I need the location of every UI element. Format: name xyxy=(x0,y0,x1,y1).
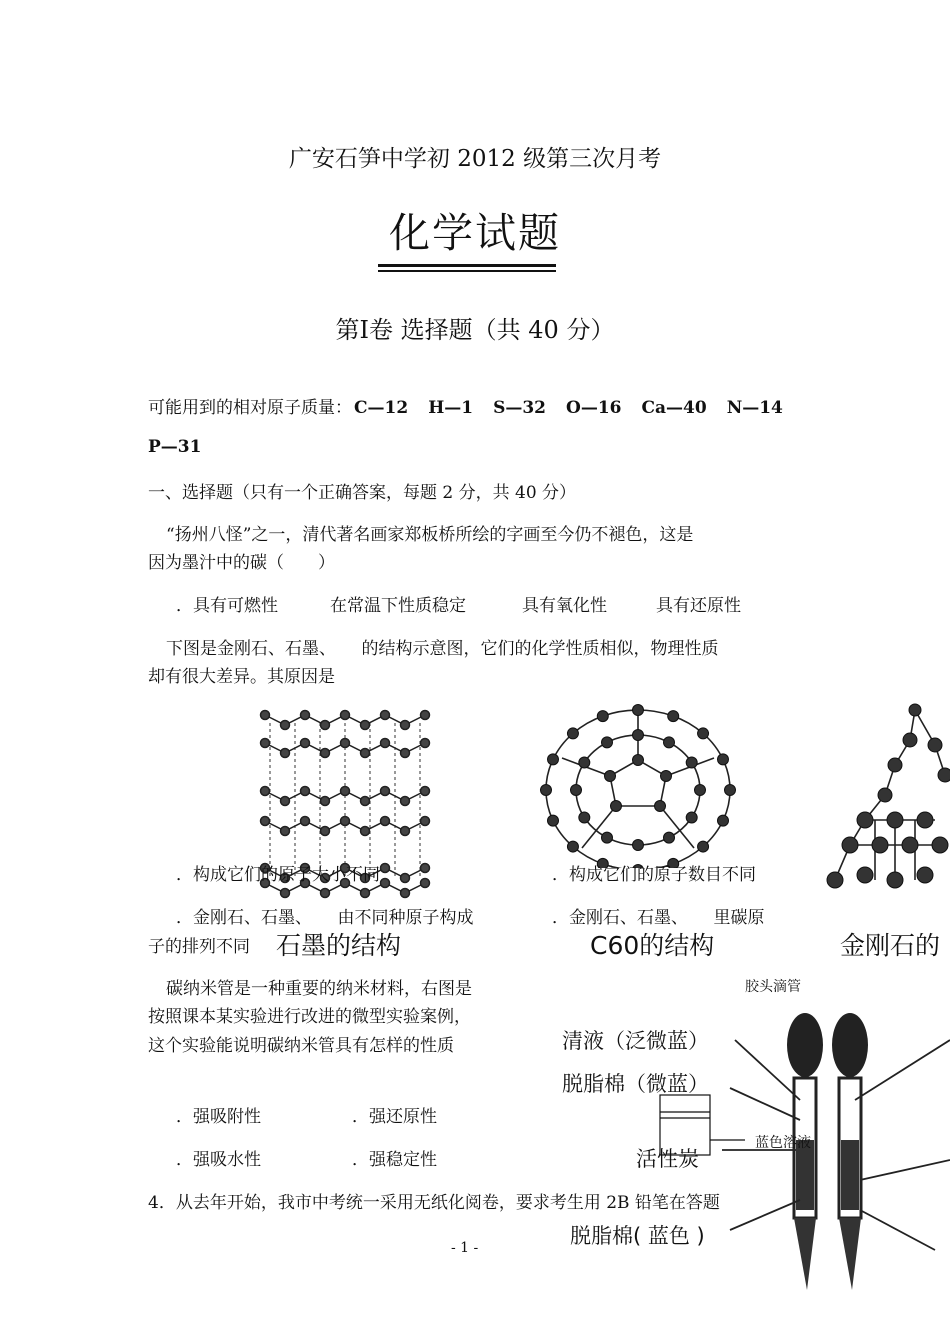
c60-atom xyxy=(633,705,644,716)
q1-stem-line2: 因为墨汁中的碳（ ） xyxy=(148,553,335,573)
graphite-atom xyxy=(341,817,350,826)
c60-atom xyxy=(567,728,578,739)
q1-option-d: 具有还原性 xyxy=(656,596,741,616)
graphite-atom xyxy=(361,749,370,758)
graphite-atom xyxy=(281,827,290,836)
c60-atom xyxy=(668,711,679,722)
q2-option-b: ．构成它们的原子数目不同 xyxy=(552,865,756,885)
graphite-atom xyxy=(401,874,410,883)
graphite-atom xyxy=(301,739,310,748)
c60-caption: C60的结构 xyxy=(590,931,715,960)
graphite-atom xyxy=(421,864,430,873)
graphite-atom xyxy=(421,739,430,748)
graphite-atom xyxy=(341,711,350,720)
graphite-atom xyxy=(381,739,390,748)
c60-atom xyxy=(602,737,613,748)
c60-atom xyxy=(717,815,728,826)
graphite-atom xyxy=(361,827,370,836)
c60-atom xyxy=(664,832,675,843)
graphite-atom xyxy=(341,739,350,748)
atomic-mass-p: P—31 xyxy=(148,437,202,457)
graphite-atom xyxy=(381,879,390,888)
c60-atom xyxy=(633,840,644,851)
q3-stem-line2: 按照课本某实验进行改进的微型实验案例， xyxy=(148,1007,471,1027)
blue-solution-label: 蓝色溶液 xyxy=(755,1135,811,1151)
graphite-atom xyxy=(321,827,330,836)
c60-atom xyxy=(571,785,582,796)
graphite-atom xyxy=(361,797,370,806)
c60-atom xyxy=(605,771,616,782)
q2-option-a: ．构成它们的原子大小不同 xyxy=(176,865,380,885)
graphite-atom xyxy=(321,749,330,758)
graphite-atom xyxy=(321,721,330,730)
graphite-atom xyxy=(281,721,290,730)
atomic-mass-h: H—1 xyxy=(428,398,474,418)
c60-atom xyxy=(661,771,672,782)
graphite-atom xyxy=(301,711,310,720)
exam-header: 广安石笋中学初 2012 级第三次月考 xyxy=(288,146,662,172)
section-heading: 第Ⅰ卷 选择题（共 40 分） xyxy=(335,316,615,344)
q2-option-d: ．金刚石、石墨、 里碳原 xyxy=(552,908,765,928)
atomic-mass-c: C—12 xyxy=(354,398,409,418)
q3-option-a: ．强吸附性 xyxy=(176,1107,261,1127)
graphite-atom xyxy=(401,827,410,836)
graphite-atom xyxy=(261,817,270,826)
c60-atom xyxy=(597,711,608,722)
c60-atom xyxy=(717,754,728,765)
diamond-structure-figure xyxy=(815,695,950,895)
graphite-atom xyxy=(421,817,430,826)
diamond-caption: 金刚石的 xyxy=(840,931,941,960)
c60-atom xyxy=(548,754,559,765)
c60-atom xyxy=(567,841,578,852)
c60-atom xyxy=(611,801,622,812)
c60-atom xyxy=(579,812,590,823)
graphite-atom xyxy=(401,721,410,730)
q3-option-b: ．强还原性 xyxy=(352,1107,437,1127)
atomic-mass-line xyxy=(148,393,783,418)
graphite-atom xyxy=(341,787,350,796)
graphite-atom xyxy=(261,739,270,748)
graphite-atom xyxy=(361,889,370,898)
atomic-mass-s: S—32 xyxy=(493,398,547,418)
graphite-atom xyxy=(281,797,290,806)
graphite-atom xyxy=(261,787,270,796)
q2-option-c: ．金刚石、石墨、 由不同种原子构成 xyxy=(176,908,474,928)
graphite-atom xyxy=(401,749,410,758)
graphite-atom xyxy=(361,721,370,730)
page-title: 化学试题 xyxy=(389,209,561,257)
activated-carbon-label: 活性炭 xyxy=(636,1147,699,1171)
graphite-atom xyxy=(381,817,390,826)
c60-atom xyxy=(548,815,559,826)
c60-atom xyxy=(725,785,736,796)
q1-option-b: 在常温下性质稳定 xyxy=(330,596,466,616)
graphite-atom xyxy=(261,711,270,720)
graphite-atom xyxy=(301,817,310,826)
atomic-mass-ca: Ca—40 xyxy=(641,398,707,418)
page-number: - 1 - xyxy=(451,1240,479,1256)
title-underline xyxy=(378,264,556,267)
atomic-mass-prefix: 可能用到的相对原子质量： xyxy=(148,398,352,418)
c60-atom xyxy=(633,730,644,741)
q4-stem-line1: 4．从去年开始，我市中考统一采用无纸化阅卷，要求考生用 2B 铅笔在答题 xyxy=(148,1193,720,1213)
title-underline-2 xyxy=(378,270,556,272)
dropper-label: 胶头滴管 xyxy=(745,979,801,995)
atomic-mass-n: N—14 xyxy=(726,398,783,418)
c60-atom xyxy=(579,757,590,768)
graphite-atom xyxy=(321,797,330,806)
c60-atom xyxy=(686,757,697,768)
c60-structure-figure xyxy=(538,698,758,868)
c60-atom xyxy=(695,785,706,796)
q1-stem-line1: “扬州八怪”之一，清代著名画家郑板桥所绘的字画至今仍不褪色，这是 xyxy=(166,525,694,545)
q2-stem-line2: 却有很大差异。其原因是 xyxy=(148,667,335,687)
q2-option-d-cont: 子的排列不同 xyxy=(148,937,250,957)
q1-option-a: ．具有可燃性 xyxy=(176,596,278,616)
graphite-atom xyxy=(401,797,410,806)
q1-option-c: 具有氧化性 xyxy=(522,596,607,616)
q3-stem-line1: 碳纳米管是一种重要的纳米材料，右图是 xyxy=(166,979,472,999)
graphite-atom xyxy=(421,879,430,888)
c60-atom xyxy=(655,801,666,812)
graphite-atom xyxy=(381,787,390,796)
graphite-atom xyxy=(381,864,390,873)
cotton-label-1: 脱脂棉（微蓝） xyxy=(562,1072,709,1096)
graphite-atom xyxy=(321,889,330,898)
atomic-mass-o: O—16 xyxy=(566,398,622,418)
q2-stem-line1: 下图是金刚石、石墨、 的结构示意图，它们的化学性质相似，物理性质 xyxy=(166,639,719,659)
q3-stem-line3: 这个实验能说明碳纳米管具有怎样的性质 xyxy=(148,1036,454,1056)
graphite-atom xyxy=(421,787,430,796)
c60-atom xyxy=(602,832,613,843)
graphite-atom xyxy=(401,889,410,898)
c60-atom xyxy=(686,812,697,823)
c60-atom xyxy=(698,728,709,739)
c60-atom xyxy=(541,785,552,796)
q3-option-d: ．强稳定性 xyxy=(352,1150,437,1170)
c60-atom xyxy=(698,841,709,852)
clear-liquid-label: 清液（泛微蓝） xyxy=(562,1029,709,1053)
c60-atom xyxy=(664,737,675,748)
part1-heading: 一、选择题（只有一个正确答案，每题 2 分，共 40 分） xyxy=(148,483,577,503)
graphite-atom xyxy=(381,711,390,720)
c60-atom xyxy=(633,755,644,766)
graphite-atom xyxy=(281,749,290,758)
graphite-caption: 石墨的结构 xyxy=(276,931,402,960)
q3-option-c: ．强吸水性 xyxy=(176,1150,261,1170)
graphite-atom xyxy=(421,711,430,720)
graphite-atom xyxy=(281,889,290,898)
graphite-atom xyxy=(301,787,310,796)
cotton-label-2: 脱脂棉( 蓝色 ) xyxy=(570,1224,705,1248)
